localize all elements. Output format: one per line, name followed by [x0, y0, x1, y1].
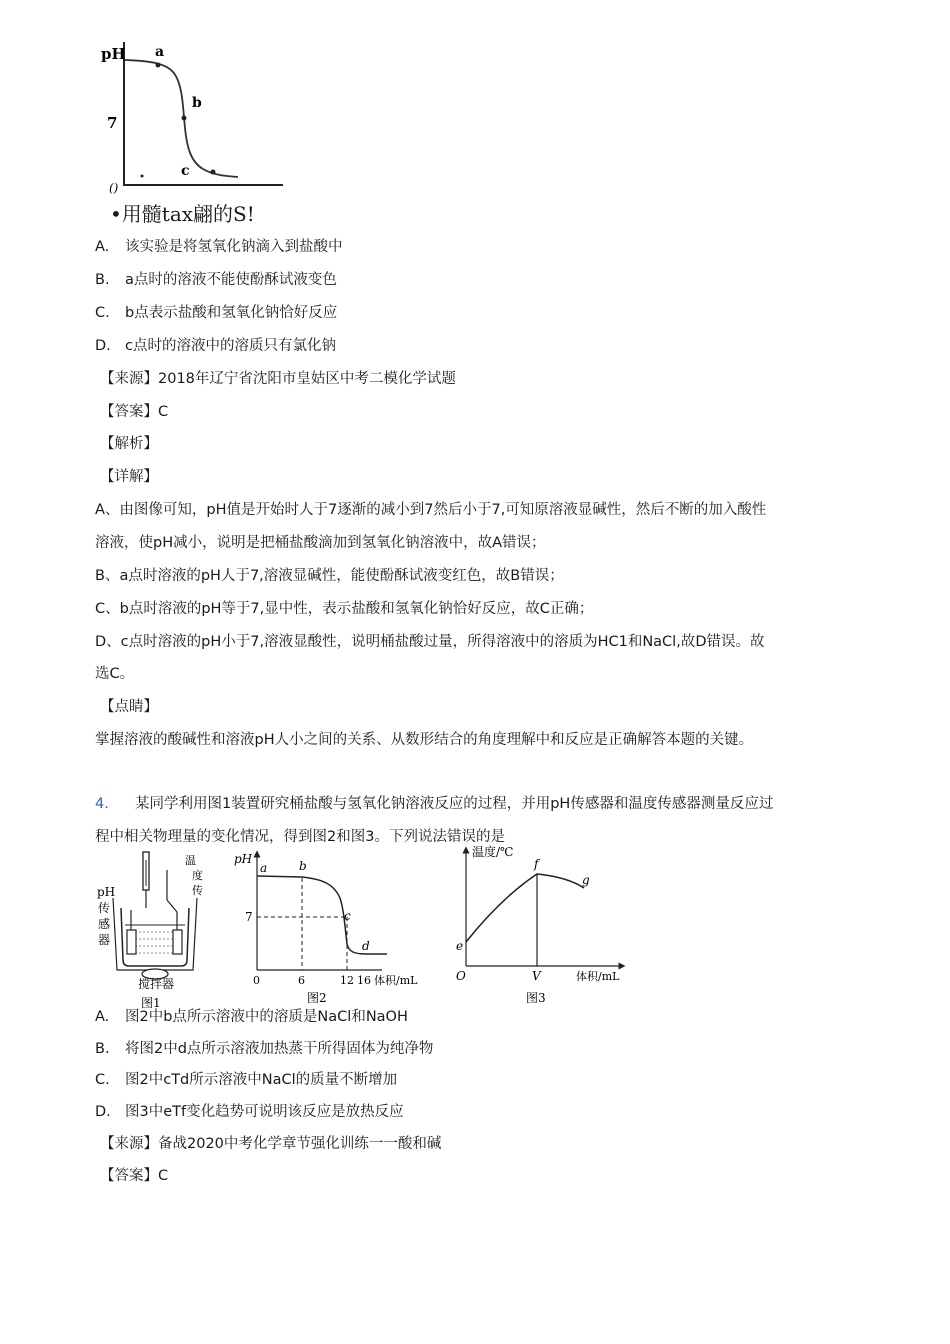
option-text: 图2中cTd所示溶液中NaCl的质量不断增加	[125, 1072, 398, 1088]
ylabel-ph: pH	[234, 852, 253, 866]
ph-sensor-label-2: 传	[98, 901, 111, 915]
option-text: 该实验是将氢氧化钠滴入到盐酸中	[125, 239, 343, 255]
detail-line: 选C。	[95, 666, 135, 682]
temp-probe	[173, 930, 182, 954]
xtick-12: 12	[340, 974, 354, 987]
xtick-0: 0	[253, 974, 260, 987]
q4-answer: 【答案】C	[100, 1168, 169, 1184]
temp-sensor-label-2: 度	[192, 869, 203, 882]
option-text: 图2中b点所示溶液中的溶质是NaCl和NaOH	[125, 1009, 408, 1025]
ph-sensor-label: pH	[97, 885, 116, 899]
option-letter: B.	[95, 272, 110, 288]
point-b	[182, 116, 187, 121]
option-letter: C.	[95, 1072, 110, 1088]
q4-stem-line2: 程中相关物理量的变化情况，得到图2和图3。下列说法错误的是	[95, 829, 505, 845]
tick-7: 7	[245, 910, 253, 924]
dot-mark	[141, 175, 144, 178]
point-c	[211, 170, 216, 175]
option-letter: A.	[95, 239, 110, 255]
question-number: 4.	[95, 796, 109, 812]
xtick-6: 6	[298, 974, 305, 987]
q3-detail-label: 【详解】	[100, 469, 158, 485]
q3-analysis-label: 【解析】	[100, 436, 158, 452]
pt-g: g	[582, 873, 590, 887]
detail-line: 溶液，使pH减小，说明是把桶盐酸滴加到氢氧化钠溶液中，故A错误；	[95, 535, 546, 551]
xtick-16: 16	[357, 974, 371, 987]
detail-line: D、c点时溶液的pH小于7,溶液显酸性，说明桶盐酸过量，所得溶液中的溶质为HC1和NaCl,故D错误。故	[95, 634, 765, 650]
point-a	[156, 63, 161, 68]
q4-stem-line1	[95, 792, 773, 813]
q3-source: 【来源】2018年辽宁省沈阳市皇姑区中考二模化学试题	[100, 371, 456, 387]
ph-curve-figure	[95, 30, 295, 200]
temp-sensor-label: 温	[185, 854, 196, 867]
fig2-ph-chart	[232, 848, 432, 1008]
origin-label: ()	[109, 181, 119, 195]
option-text: 将图2中d点所示溶液加热蒸干所得固体为纯净物	[125, 1041, 434, 1057]
option-text: c点时的溶液中的溶质只有氯化钠	[125, 338, 336, 354]
option-letter: D.	[95, 1104, 111, 1120]
outer-vessel	[113, 898, 197, 970]
q3-comment-label: 【点睛】	[100, 699, 158, 715]
pt-d: d	[362, 939, 370, 953]
ph-sensor-label-3: 感	[98, 917, 111, 931]
xtick-V: V	[532, 969, 541, 983]
ph-axis-label: pH	[101, 45, 126, 63]
label-a: a	[155, 44, 165, 60]
q4-option-c	[95, 1068, 397, 1089]
ylabel-temp: 温度/℃	[472, 845, 514, 859]
xlabel: 体积/mL	[374, 974, 418, 987]
fig3-caption: 图3	[526, 991, 546, 1005]
q4-source: 【来源】备战2020中考化学章节强化训练一一酸和碱	[100, 1136, 442, 1152]
pt-e: e	[456, 939, 464, 953]
q4-option-d	[95, 1100, 404, 1121]
q4-option-a	[95, 1005, 408, 1026]
ph-curve	[125, 60, 238, 177]
q3-answer: 【答案】C	[100, 404, 169, 420]
xlabel: 体积/mL	[576, 970, 620, 983]
origin-O: O	[456, 969, 466, 983]
temp-sensor-label-3: 传	[192, 884, 203, 897]
tick-7: 7	[107, 114, 118, 132]
fig2-caption: 图2	[307, 991, 327, 1005]
garbled-caption: •用髓tax翩的S!	[110, 202, 255, 226]
pt-c: c	[344, 909, 351, 923]
option-letter: A.	[95, 1009, 110, 1025]
q3-option-b	[95, 268, 337, 289]
option-text: b点表示盐酸和氢氧化钠恰好反应	[125, 305, 338, 321]
detail-line: A、由图像可知，pH值是开始时人于7逐渐的减小到7然后小于7,可知原溶液显碱性，然后不断的加入酸性	[95, 502, 767, 518]
option-text: 图3中eTf变化趋势可说明该反应是放热反应	[125, 1104, 404, 1120]
detail-line: C、b点时溶液的pH等于7,显中性，表示盐酸和氢氧化钠恰好反应，故C正确；	[95, 601, 594, 617]
label-b: b	[192, 95, 202, 111]
pt-b: b	[299, 859, 307, 873]
stirrer-label: 搅拌器	[138, 977, 175, 991]
temp-curve	[466, 874, 584, 942]
option-text: a点时的溶液不能使酚酥试液变色	[125, 272, 337, 288]
q4-option-b	[95, 1037, 433, 1058]
stem-text: 某同学利用图1装置研究桶盐酸与氢氧化钠溶液反应的过程，并用pH传感器和温度传感器测量反应过	[135, 796, 774, 812]
fig1-caption: 图1	[141, 996, 161, 1010]
option-letter: B.	[95, 1041, 110, 1057]
option-letter: D.	[95, 338, 111, 354]
q3-option-d	[95, 334, 336, 355]
pt-f: f	[534, 857, 539, 871]
detail-line: B、a点时溶液的pH人于7,溶液显碱性，能使酚酥试液变红色，故B错误；	[95, 568, 564, 584]
ph-probe	[127, 930, 136, 954]
label-c: c	[181, 163, 190, 179]
q3-comment: 掌握溶液的酸碱性和溶液pH人小之间的关系、从数形结合的角度理解中和反应是正确解答本题的关键。	[95, 732, 754, 748]
ph-sensor-label-4: 器	[98, 933, 111, 947]
q3-option-a	[95, 235, 343, 256]
q3-option-c	[95, 301, 337, 322]
fig1-apparatus	[95, 850, 210, 1010]
option-letter: C.	[95, 305, 110, 321]
fig3-temperature-chart	[452, 842, 632, 1008]
pt-a: a	[260, 861, 268, 875]
